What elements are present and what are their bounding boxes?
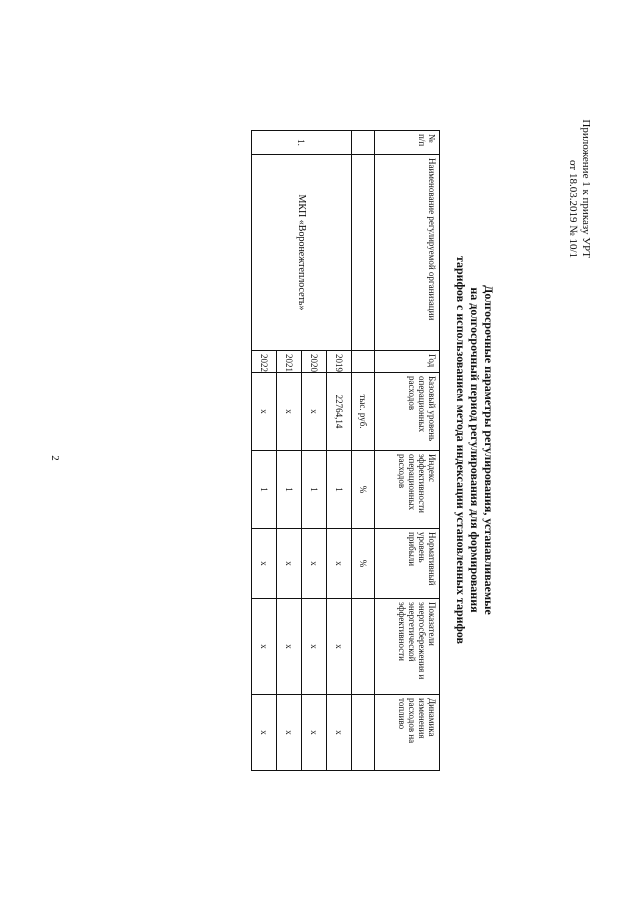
row-profit: x	[252, 529, 277, 599]
row-year: 2022	[252, 351, 277, 373]
page-number: 2	[48, 455, 61, 461]
unit-base: тыс. руб.	[352, 373, 375, 451]
header-num: № п/п	[375, 131, 440, 155]
row-energy: x	[302, 599, 327, 695]
row-year: 2020	[302, 351, 327, 373]
org-number: 1.	[252, 131, 352, 155]
units-row	[352, 131, 375, 771]
row-year: 2021	[277, 351, 302, 373]
row-index: 1	[327, 451, 352, 529]
header-profit: Нормативный уровень прибыли	[375, 529, 440, 599]
row-base: x	[252, 373, 277, 451]
row-base: x	[302, 373, 327, 451]
row-year: 2019	[327, 351, 352, 373]
row-energy: x	[327, 599, 352, 695]
org-name: МКП «Воронежтеплосеть»	[252, 155, 352, 351]
row-fuel: x	[327, 695, 352, 771]
row-fuel: x	[277, 695, 302, 771]
header-index: Индекс эффективности операционных расходов	[375, 451, 440, 529]
row-profit: x	[302, 529, 327, 599]
row-base: x	[277, 373, 302, 451]
row-profit: x	[277, 529, 302, 599]
title-line-2: на долгосрочный период регулирования для формирования	[468, 287, 482, 613]
row-fuel: x	[252, 695, 277, 771]
header-year: Год	[375, 351, 440, 373]
row-index: 1	[252, 451, 277, 529]
header-base: Базовый уровень операционных расходов	[375, 373, 440, 451]
row-index: 1	[277, 451, 302, 529]
document-title	[454, 130, 496, 770]
row-energy: x	[277, 599, 302, 695]
header-fuel: Динамика изменения расходов на топливо	[375, 695, 440, 771]
annex-reference	[552, 58, 592, 258]
row-energy: x	[252, 599, 277, 695]
title-line-1: Долгосрочные параметры регулирования, устанавливаемые	[482, 285, 496, 615]
header-row	[375, 131, 440, 771]
annex-line-1: Приложение 1 к приказу УРТ	[580, 119, 592, 258]
unit-profit: %	[352, 529, 375, 599]
title-line-3: тарифов с использованием метода индексации установленных тарифов	[454, 255, 468, 645]
row-index: 1	[302, 451, 327, 529]
rotated-content	[0, 130, 496, 770]
parameters-table	[251, 130, 440, 771]
unit-index: %	[352, 451, 375, 529]
table-row	[327, 131, 352, 771]
annex-line-2: от 18.03.2019 № 10/1	[567, 160, 579, 258]
header-energy: Показатели энергосбережения и энергетической эффективности	[375, 599, 440, 695]
row-fuel: x	[302, 695, 327, 771]
row-profit: x	[327, 529, 352, 599]
row-base: 22764,14	[327, 373, 352, 451]
header-org: Наименование регулируемой организации	[375, 155, 440, 351]
